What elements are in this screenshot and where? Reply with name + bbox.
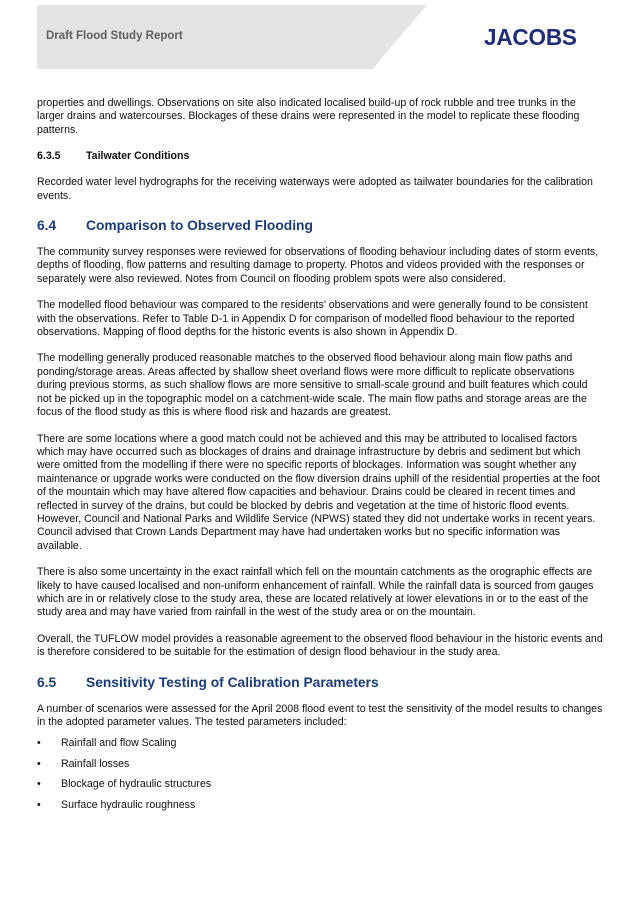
section-heading-6-5 xyxy=(37,674,603,691)
paragraph-matches: The modelling generally produced reasonable matches to the observed flood behaviour along main flow paths and ponding/storage areas. Areas affected by shallow sheet overland flows were more difficult to replicate observations during previous storms, as such shallow flows are more sensitive to small-scale ground and built features which could not be picked up in the topographic model on a catchment-wide scale. The main flow paths and storage areas are the focus of the flood study as this is where flood risk and hazards are greatest. xyxy=(37,352,588,419)
list-item-text: Rainfall and flow Scaling xyxy=(61,737,177,750)
paragraph-scenarios: A number of scenarios were assessed for the April 2008 flood event to test the sensitivity of the model results to changes in the adopted parameter values. The tested parameters included: xyxy=(37,702,603,728)
paragraph-compared: The modelled flood behaviour was compared to the residents’ observations and were generally found to be consistent with the observations. Refer to Table D-1 in Appendix D for comparison of modelled flood behaviour to the reported observations. Mapping of flood depths for the historic events is also shown in Appendix D. xyxy=(37,299,588,339)
list-item-text: Rainfall losses xyxy=(61,757,130,770)
list-item-text: Blockage of hydraulic structures xyxy=(61,778,212,791)
paragraph-survey: The community survey responses were reviewed for observations of flooding behaviour including dates of storm events, depths of flooding, flow patterns and resulting damage to property. Photos and videos provided with the responses or separately were also reviewed. Notes from Council on flooding problem spots were also considered. xyxy=(37,246,599,285)
parameter-list xyxy=(37,737,603,812)
list-item xyxy=(37,799,603,812)
section-number: 6.5 xyxy=(37,674,57,690)
document-body xyxy=(37,97,603,819)
list-item xyxy=(37,758,603,771)
section-title: Tailwater Conditions xyxy=(86,150,190,163)
bullet-icon: • xyxy=(37,778,41,791)
list-item xyxy=(37,737,603,750)
paragraph-continuation: properties and dwellings. Observations on site also indicated localised build-up of rock rubble and tree trunks in the larger drains and watercourses. Blockages of these drains were represented in the model to replicate these flooding patterns. xyxy=(37,97,580,136)
bullet-icon: • xyxy=(37,798,41,811)
section-number: 6.4 xyxy=(37,218,57,234)
section-heading-6-4 xyxy=(37,217,603,234)
list-item xyxy=(37,778,603,791)
section-number: 6.3.5 xyxy=(37,150,61,163)
section-title: Comparison to Observed Flooding xyxy=(86,218,313,234)
section-title: Sensitivity Testing of Calibration Parameters xyxy=(86,674,379,690)
paragraph-locations: There are some locations where a good match could not be achieved and this may be attributed to localised factors which may have occurred such as blockages of drains and drainage infrastructure by debris and sediment but which were omitted from the modelling if there were no specific reports of blockages. Information was sought whether any maintenance or upgrade works were conducted on the flow diversion drains uphill of the residential properties at the foot of the mountain which may have altered flow capacities and behaviour. Drains could be cleared in recent times and reflected in survey of the drains, but could be blocked by debris and vegetation at the time of historic flood events. However, Council and National Parks and Wildlife Service (NPWS) stated they did not undertake works in recent years. Council advised that Crown Lands Department may have had undertaken works but no specific information was available. xyxy=(37,432,600,552)
bullet-icon: • xyxy=(37,757,41,770)
header-title: Draft Flood Study Report xyxy=(46,30,183,42)
jacobs-logo: JACOBS xyxy=(484,24,577,50)
section-heading-6-3-5 xyxy=(37,150,603,163)
paragraph-overall: Overall, the TUFLOW model provides a reasonable agreement to the observed flood behaviour in the historic events and is therefore considered to be suitable for the estimation of design flood behaviour in the study area. xyxy=(37,632,603,659)
list-item-text: Surface hydraulic roughness xyxy=(61,798,196,811)
paragraph-uncertainty: There is also some uncertainty in the exact rainfall which fell on the mountain catchments as the orographic effects are likely to have caused localised and non-uniform enhancement of rainfall. While the rainfall data is sourced from gauges which are in or relatively close to the study area, these are located relatively at lower elevations in or to the east of the study area and may have varied from rainfall in the west of the study area or on the mountain. xyxy=(37,566,594,619)
paragraph-tailwater: Recorded water level hydrographs for the receiving waterways were adopted as tailwater boundaries for the calibration events. xyxy=(37,176,593,202)
bullet-icon: • xyxy=(37,737,41,750)
